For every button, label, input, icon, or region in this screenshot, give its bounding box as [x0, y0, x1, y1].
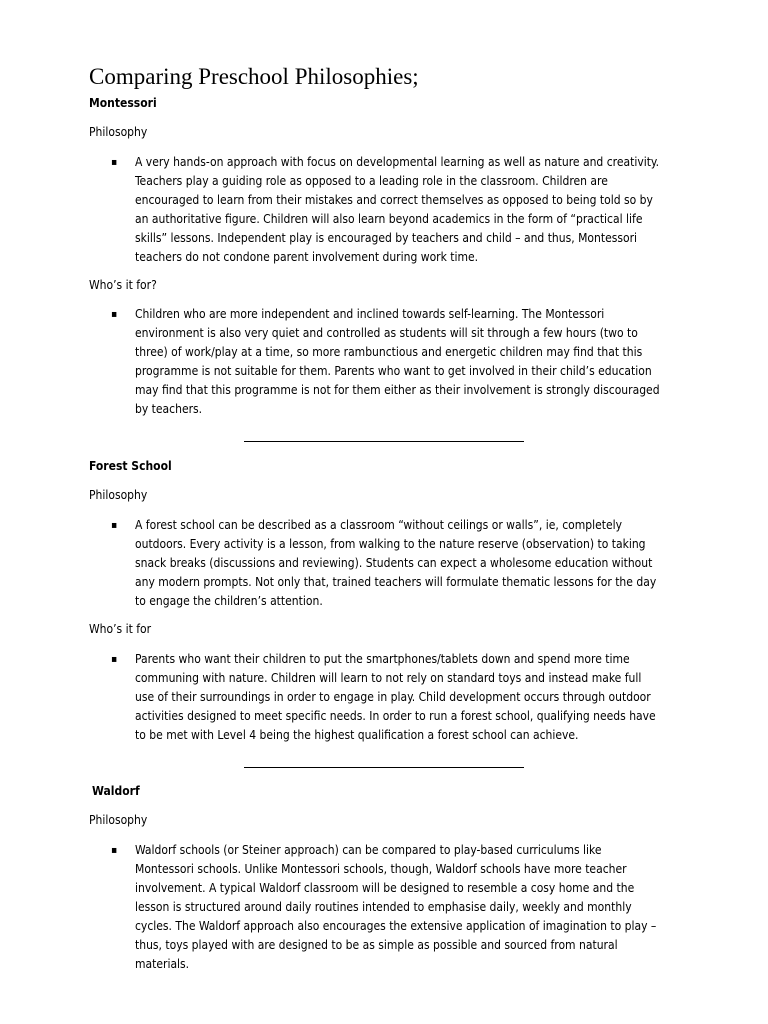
text-line: thus, toys played with are designed to be as simple as possible and sourced from natural: [135, 938, 618, 952]
text-line: lesson is structured around daily routines intended to emphasise daily, weekly and monthly: [135, 900, 632, 914]
forest-philosophy-text: [135, 516, 691, 611]
text-line: activities designed to meet specific needs. In order to run a forest school, qualifying needs have: [135, 709, 656, 723]
text-line: Waldorf schools (or Steiner approach) can be compared to play-based curriculums like: [135, 843, 602, 857]
text-line: involvement. A typical Waldorf classroom will be designed to resemble a cosy home and the: [135, 881, 635, 895]
text-line: environment is also very quiet and controlled as students will sit through a few hours (two to: [135, 326, 638, 340]
forest-whos-text: [135, 650, 691, 745]
text-line: to be met with Level 4 being the highest qualification a forest school can achieve.: [135, 728, 579, 742]
bullet-icon: ▪: [111, 845, 118, 856]
text-line: materials.: [135, 957, 190, 971]
text-line: skills” lessons. Independent play is encouraged by teachers and child – and thus, Montessori: [135, 231, 638, 245]
text-line: outdoors. Every activity is a lesson, from walking to the nature reserve (observation) to taking: [135, 537, 646, 551]
waldorf-philosophy-label: Philosophy: [89, 813, 148, 827]
section-heading-montessori: Montessori: [89, 96, 157, 110]
text-line: Montessori schools. Unlike Montessori schools, though, Waldorf schools have more teacher: [135, 862, 627, 876]
text-line: snack breaks (discussions and reviewing). Students can expect a wholesome education without: [135, 556, 653, 570]
section-divider: [244, 441, 524, 442]
bullet-icon: ▪: [111, 157, 118, 168]
text-line: any modern prompts. Not only that, trained teachers will formulate thematic lessons for the day: [135, 575, 657, 589]
bullet-icon: ▪: [111, 520, 118, 531]
bullet-icon: ▪: [111, 654, 118, 665]
montessori-whos-label: Who’s it for?: [89, 278, 157, 292]
forest-philosophy-label: Philosophy: [89, 488, 148, 502]
text-line: Teachers play a guiding role as opposed to a leading role in the classroom. Children are: [135, 174, 608, 188]
text-line: programme is not suitable for them. Parents who want to get involved in their child’s education: [135, 364, 652, 378]
section-divider: [244, 767, 524, 768]
text-line: Children who are more independent and inclined towards self-learning. The Montessori: [135, 307, 605, 321]
text-line: use of their surroundings in order to engage in play. Child development occurs through outdoor: [135, 690, 651, 704]
page-title: Comparing Preschool Philosophies;: [89, 64, 419, 89]
text-line: to engage the children’s attention.: [135, 594, 323, 608]
bullet-icon: ▪: [111, 309, 118, 320]
text-line: teachers do not condone parent involvement during work time.: [135, 250, 479, 264]
text-line: encouraged to learn from their mistakes and correct themselves as opposed to being told so by: [135, 193, 653, 207]
text-line: A very hands-on approach with focus on developmental learning as well as nature and creativity.: [135, 155, 660, 169]
text-line: by teachers.: [135, 402, 203, 416]
montessori-philosophy-label: Philosophy: [89, 125, 148, 139]
text-line: communing with nature. Children will learn to not rely on standard toys and instead make full: [135, 671, 642, 685]
section-heading-forest-school: Forest School: [89, 459, 172, 473]
text-line: may find that this programme is not for them either as their involvement is strongly discouraged: [135, 383, 660, 397]
text-line: three) of work/play at a time, so more rambunctious and energetic children may find that this: [135, 345, 643, 359]
text-line: Parents who want their children to put the smartphones/tablets down and spend more time: [135, 652, 630, 666]
section-heading-waldorf: Waldorf: [92, 784, 140, 798]
forest-whos-label: Who’s it for: [89, 622, 152, 636]
text-line: an authoritative figure. Children will also learn beyond academics in the form of “practical life: [135, 212, 643, 226]
montessori-whos-text: [135, 305, 691, 419]
text-line: cycles. The Waldorf approach also encourages the extensive application of imagination to play –: [135, 919, 657, 933]
montessori-philosophy-text: [135, 153, 691, 267]
waldorf-philosophy-text: [135, 841, 691, 974]
text-line: A forest school can be described as a classroom “without ceilings or walls”, ie, completely: [135, 518, 623, 532]
